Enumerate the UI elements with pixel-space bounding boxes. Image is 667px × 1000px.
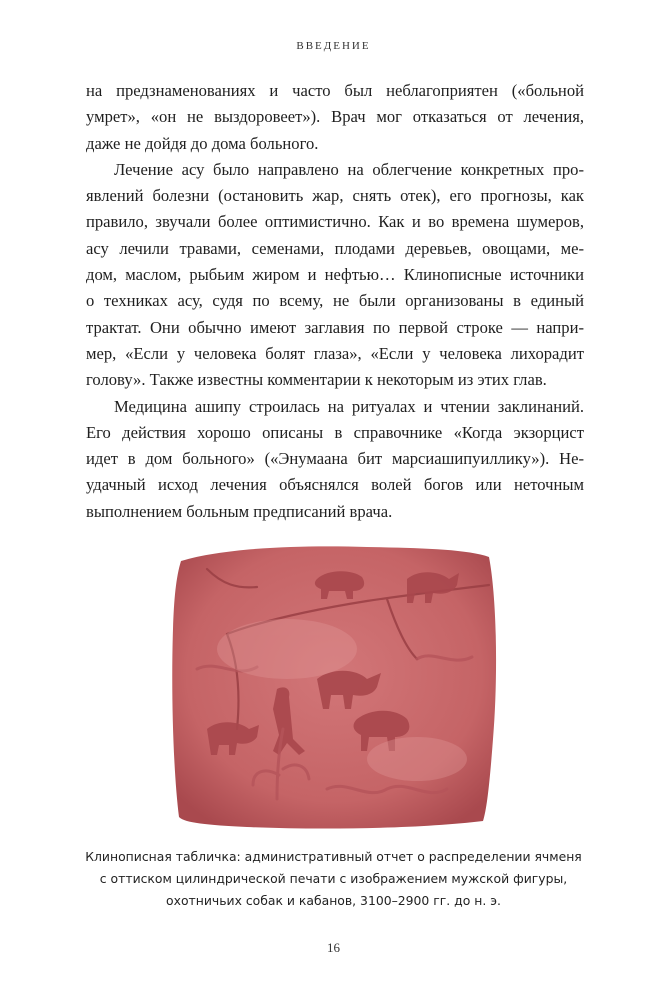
- paragraph: [86, 394, 584, 525]
- cuneiform-tablet-image: [167, 539, 500, 831]
- paragraph: [86, 78, 584, 157]
- text-line: асу лечили травами, семенами, плодами деревьев, овощами, ме-: [86, 238, 584, 258]
- text-line: идет в дом больного» («Энумаана бит марсиашипуиллику»). Не-: [86, 449, 584, 469]
- body-text: [86, 78, 584, 525]
- text-line: умрет», «он не выздоровеет»). Врач мог отказаться от лечения,: [86, 107, 584, 127]
- text-line: трактат. Они обычно имеют заглавия по первой строке — напри-: [86, 317, 584, 337]
- caption-line: с оттиском цилиндрической печати с изображением мужской фигуры,: [99, 871, 568, 886]
- running-header: ВВЕДЕНИЕ: [296, 40, 371, 52]
- text-line: выполнением больным предписаний врача.: [86, 501, 393, 521]
- caption-line: охотничьих собак и кабанов, 3100–2900 гг. до н. э.: [166, 893, 501, 908]
- page-number: 16: [327, 940, 340, 955]
- figure-caption: [60, 846, 607, 912]
- text-line: явлений болезни (остановить жар, снять отек), его прогнозы, как: [86, 186, 584, 206]
- text-line: о техниках асу, судя по всему, не были организованы в единый: [86, 291, 584, 311]
- text-line: Медицина ашипу строилась на ритуалах и чтении заклинаний.: [114, 396, 584, 416]
- text-line: голову». Также известны комментарии к некоторым из этих глав.: [86, 370, 547, 390]
- text-line: даже не дойдя до дома больного.: [86, 133, 319, 153]
- text-line: на предзнаменованиях и часто был неблагоприятен («больной: [86, 81, 584, 100]
- text-line: дом, маслом, рыбьим жиром и нефтью… Клинописные источники: [86, 265, 584, 285]
- text-line: Лечение асу было направлено на облегчение конкретных про-: [114, 159, 584, 179]
- tablet-highlight: [217, 619, 357, 679]
- text-line: Его действия хорошо описаны в справочнике «Когда экзорцист: [86, 422, 584, 442]
- text-line: мер, «Если у человека болят глаза», «Если у человека лихорадит: [86, 343, 584, 363]
- tablet-highlight: [367, 737, 467, 781]
- text-line: правило, звучали более оптимистично. Как и во времена шумеров,: [86, 212, 584, 232]
- caption-line: Клинописная табличка: административный отчет о распределении ячменя: [85, 849, 582, 864]
- text-line: удачный исход лечения объяснялся волей богов или неточным: [86, 475, 584, 495]
- paragraph: [86, 157, 584, 394]
